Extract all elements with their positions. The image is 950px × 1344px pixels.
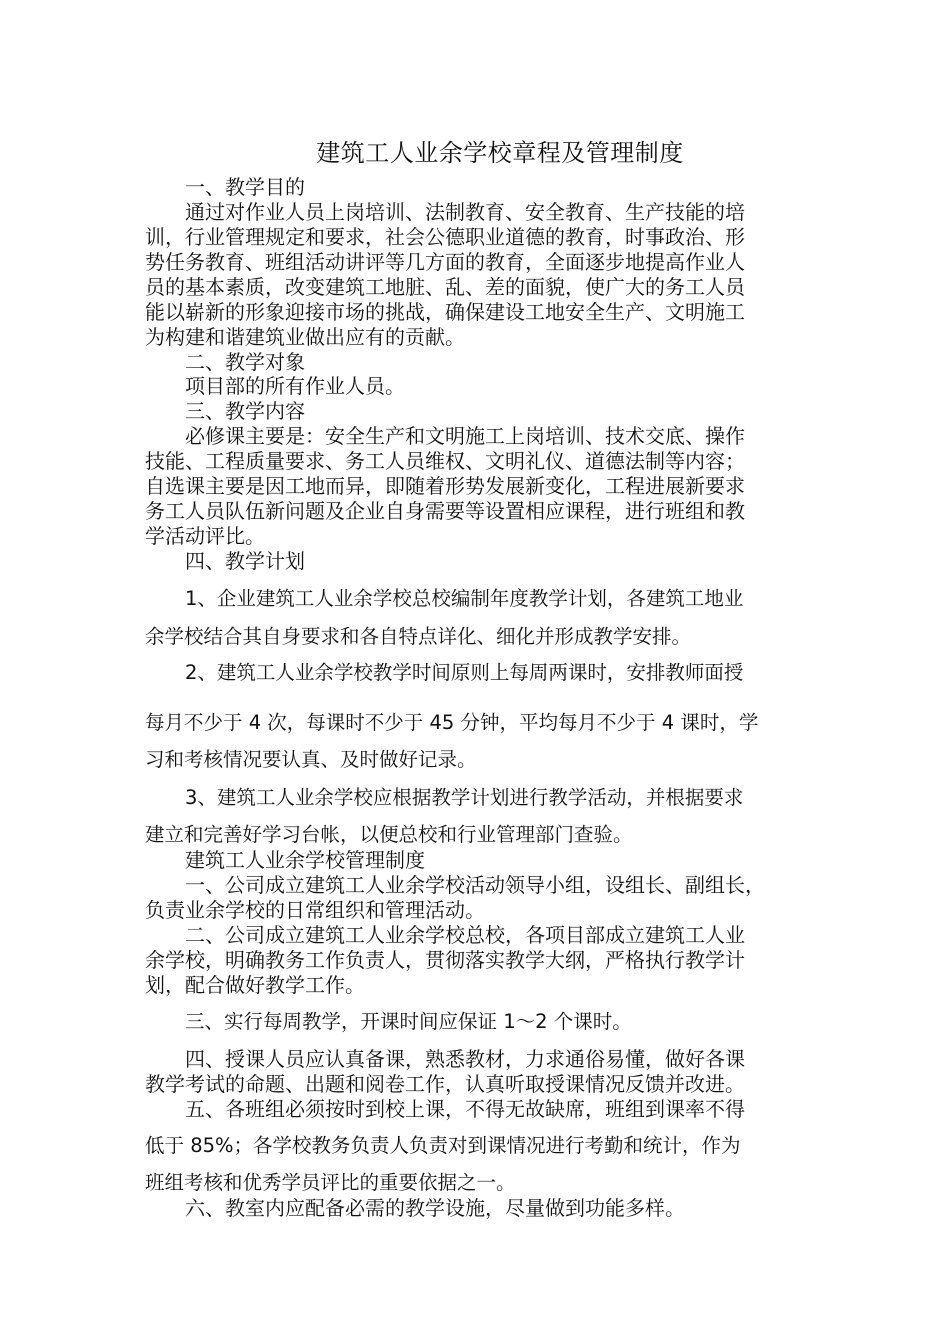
rule-5-line: 五、各班组必须按时到校上课，不得无故缺席，班组到课率不得 [185, 1097, 745, 1121]
plan-item-2-line: 习和考核情况要认真、及时做好记录。 [145, 748, 477, 771]
plan-item-1-line: 余学校结合其自身要求和各自特点详化、细化并形成教学安排。 [145, 625, 692, 648]
rule-2-line: 二、公司成立建筑工人业余学校总校，各项目部成立建筑工人业 [185, 923, 745, 947]
plan-item-3-line: 3、建筑工人业余学校应根据教学计划进行教学活动，并根据要求 [185, 786, 744, 809]
body-line: 技能、工程质量要求、务工人员维权、文明礼仪、道德法制等内容； [145, 449, 745, 473]
body-line: 能以崭新的形象迎接市场的挑战，确保建设工地安全生产、文明施工 [145, 300, 745, 324]
rule-4-line: 教学考试的命题、出题和阅卷工作，认真听取授课情况反馈并改进。 [145, 1072, 745, 1096]
section-heading-teaching-target: 二、教学对象 [185, 350, 305, 374]
document-title: 建筑工人业余学校章程及管理制度 [316, 139, 684, 167]
body-line: 为构建和谐建筑业做出应有的贡献。 [145, 325, 465, 349]
section-heading-teaching-purpose: 一、教学目的 [185, 175, 305, 199]
plan-item-2-line: 2、建筑工人业余学校教学时间原则上每周两课时，安排教师面授 [185, 661, 744, 684]
body-line: 项目部的所有作业人员。 [185, 374, 405, 398]
rule-5-line: 低于 85%；各学校教务负责人负责对到课情况进行考勤和统计，作为 [145, 1134, 741, 1157]
rule-1-line: 一、公司成立建筑工人业余学校活动领导小组，设组长、副组长， [185, 873, 765, 897]
section-heading-teaching-plan: 四、教学计划 [185, 549, 305, 573]
plan-item-1-line: 1、企业建筑工人业余学校总校编制年度教学计划，各建筑工地业 [185, 587, 744, 610]
section-heading-teaching-content: 三、教学内容 [185, 399, 305, 423]
rule-2-line: 余学校，明确教务工作负责人，贯彻落实教学大纲，严格执行教学计 [145, 948, 745, 972]
body-line: 必修课主要是：安全生产和文明施工上岗培训、技术交底、操作 [185, 424, 745, 448]
plan-item-3-line: 建立和完善好学习台帐，以便总校和行业管理部门查验。 [145, 823, 633, 846]
rule-5-line: 班组考核和优秀学员评比的重要依据之一。 [145, 1171, 516, 1194]
rule-4-line: 四、授课人员应认真备课，熟悉教材，力求通俗易懂，做好各课 [185, 1047, 745, 1071]
body-line: 势任务教育、班组活动讲评等几方面的教育，全面逐步地提高作业人 [145, 250, 745, 274]
rule-3-line: 三、实行每周教学，开课时间应保证 1～2 个课时。 [185, 1010, 632, 1033]
body-line: 通过对作业人员上岗培训、法制教育、安全教育、生产技能的培 [185, 200, 745, 224]
rule-2-line: 划，配合做好教学工作。 [145, 973, 365, 997]
body-line: 学活动评比。 [145, 524, 265, 548]
rule-1-line: 负责业余学校的日常组织和管理活动。 [145, 898, 485, 922]
body-line: 务工人员队伍新问题及企业自身需要等设置相应课程，进行班组和教 [145, 499, 745, 523]
body-line: 训，行业管理规定和要求，社会公德职业道德的教育，时事政治、形 [145, 225, 745, 249]
section-heading-management-rules: 建筑工人业余学校管理制度 [185, 848, 425, 872]
rule-6-line: 六、教室内应配备必需的教学设施，尽量做到功能多样。 [185, 1196, 685, 1220]
plan-item-2-line: 每月不少于 4 次，每课时不少于 45 分钟，平均每月不少于 4 课时，学 [145, 711, 759, 734]
body-line: 自选课主要是因工地而异，即随着形势发展新变化，工程进展新要求 [145, 474, 745, 498]
body-line: 员的基本素质，改变建筑工地脏、乱、差的面貌，使广大的务工人员 [145, 275, 745, 299]
